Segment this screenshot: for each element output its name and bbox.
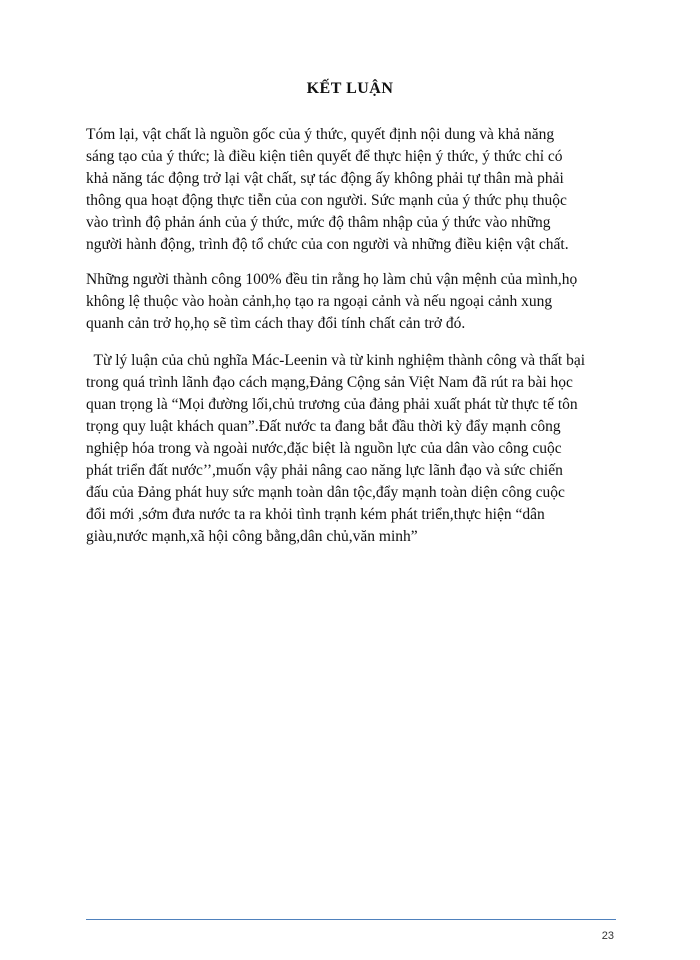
text-line: trọng quy luật khách quan”.Đất nước ta đang bắt đầu thời kỳ đẩy mạnh công [86, 418, 561, 435]
text-line: người hành động, trình độ tổ chức của con người và những điều kiện vật chất. [86, 236, 569, 253]
text-line: vào trình độ phản ánh của ý thức, mức độ thâm nhập của ý thức vào những [86, 214, 551, 231]
text-line: giàu,nước mạnh,xã hội công bằng,dân chủ,văn minh” [86, 528, 418, 545]
text-line: Những người thành công 100% đều tin rằng họ làm chủ vận mệnh của mình,họ [86, 271, 578, 288]
paragraph-1 [86, 124, 616, 256]
page-number: 23 [601, 930, 614, 942]
text-line: quanh cản trở họ,họ sẽ tìm cách thay đổi tính chất cản trở đó. [86, 315, 466, 332]
text-line: khả năng tác động trở lại vật chất, sự tác động ấy không phải tự thân mà phải [86, 170, 564, 187]
text-line: đổi mới ,sớm đưa nước ta ra khỏi tình trạnh kém phát triển,thực hiện “dân [86, 506, 545, 523]
text-line: Tóm lại, vật chất là nguồn gốc của ý thức, quyết định nội dung và khả năng [86, 126, 555, 143]
text-line: Từ lý luận của chủ nghĩa Mác-Leenin và từ kinh nghiệm thành công và thất bại [86, 352, 586, 369]
text-line: trong quá trình lãnh đạo cách mạng,Đảng Cộng sản Việt Nam đã rút ra bài học [86, 374, 573, 391]
text-line: đấu của Đảng phát huy sức mạnh toàn dân tộc,đẩy mạnh toàn diện công cuộc [86, 484, 565, 501]
paragraph-2 [86, 269, 616, 335]
text-line: nghiệp hóa trong và ngoài nước,đặc biệt là nguồn lực của dân vào công cuộc [86, 440, 562, 457]
text-line: không lệ thuộc vào hoàn cảnh,họ tạo ra ngoại cảnh và nếu ngoại cảnh xung [86, 293, 553, 310]
text-line: quan trọng là “Mọi đường lối,chủ trương của đảng phải xuất phát từ thực tế tôn [86, 396, 578, 413]
text-line: phát triển đất nước’’,muốn vậy phải nâng cao năng lực lãnh đạo và sức chiến [86, 462, 563, 479]
text-line: thông qua hoạt động thực tiễn của con người. Sức mạnh của ý thức phụ thuộc [86, 192, 567, 209]
text-line: sáng tạo của ý thức; là điều kiện tiên quyết để thực hiện ý thức, ý thức chỉ có [86, 148, 563, 165]
footer-divider [86, 919, 616, 920]
paragraph-3 [86, 350, 616, 548]
page-title: KẾT LUẬN [306, 80, 394, 97]
